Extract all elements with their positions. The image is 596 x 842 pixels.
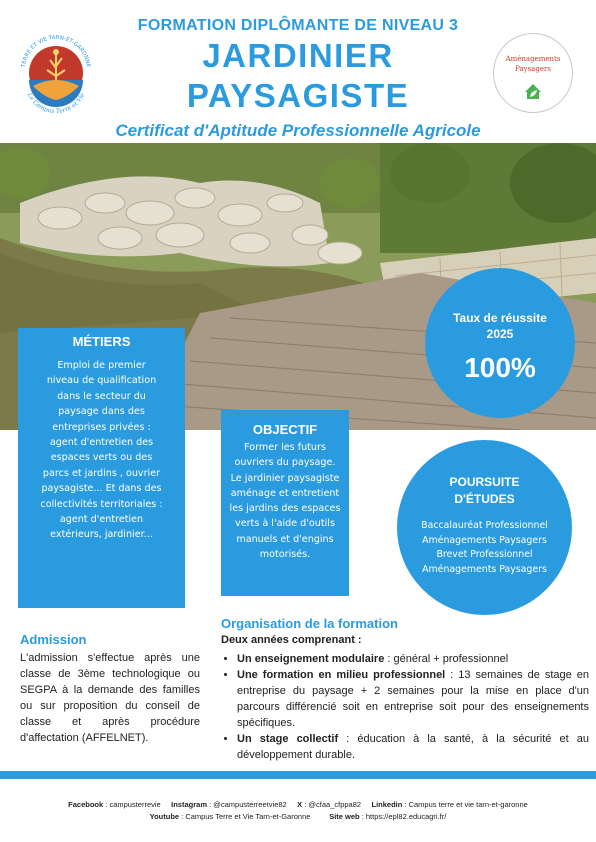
linkedin-link[interactable] [372,800,528,809]
organisation-item [237,651,589,667]
website-label: Site web [329,812,360,821]
footer-divider [0,771,596,779]
linkedin-value: : Campus terre et vie tarn-et-garonne [402,800,528,809]
x-link[interactable] [297,800,361,809]
formation-kicker: FORMATION DIPLÔMANTE DE NIVEAU 3 [137,17,459,34]
further-studies-item: Brevet Professionnel [436,549,533,561]
organisation-item-bold: Un stage collectif [237,733,339,745]
house-leaf-icon [521,79,545,103]
metiers-box [18,328,185,608]
facebook-value: : campusterrevie [103,800,161,809]
logo-right-line1: Aménagements [505,55,561,63]
success-rate-label [425,310,575,342]
organisation-item-bold: Un enseignement modulaire [237,653,385,665]
website-value: : https://epl82.educagri.fr/ [359,812,447,821]
linkedin-label: Linkedin [371,800,403,809]
page-subtitle: Certificat d'Aptitude Professionnelle Agricole [115,121,481,140]
facebook-label: Facebook [68,800,104,809]
organisation-item-text: : éducation à la santé, à la sécurité et au développement durable. [237,733,589,761]
instagram-link[interactable] [171,800,287,809]
metiers-title: MÉTIERS [72,334,131,349]
youtube-value: : Campus Terre et Vie Tarn-et-Garonne [179,812,311,821]
objectif-title: OBJECTIF [252,422,318,437]
organisation-item [237,731,589,763]
instagram-label: Instagram [171,800,207,809]
admission-title: Admission [20,632,87,647]
instagram-value: : @campusterreetvie82 [207,800,287,809]
organisation-lead: Deux années comprenant : [221,634,362,646]
website-link[interactable] [329,812,446,821]
admission-text: L'admission s'effectue après une classe de 3ème technologique ou SEGPA à la demande des familles ou sur proposition du conseil de classe et après procédure d'affectation (AFFELNET). [20,652,200,744]
footer-social-line2 [0,812,596,821]
success-rate-value: 100% [464,352,536,383]
logo-bottom-text: Le Campus Terre et Vie [25,92,87,114]
further-studies-circle [397,440,572,615]
page-title-line2: PAYSAGISTE [186,77,410,114]
further-studies-item: Aménagements Paysagers [422,534,547,546]
success-rate-label-line1: Taux de réussite [453,311,547,325]
logo-right-line2: Paysagers [515,65,551,73]
logo-top-text: TERRE ET VIE TARN-ET-GARONNE [21,34,91,68]
youtube-label: Youtube [149,812,180,821]
organisation-item-text: : 13 semaines de stage en entreprise du paysage + 2 semaines pour la mise en place d'un parcours différencié soit en entreprise soit pour des enseignements spécifiques. [237,669,589,729]
further-studies-item: Baccalauréat Professionnel [421,520,548,531]
youtube-link[interactable] [150,812,311,821]
organisation-item [237,667,589,731]
campus-logo [17,30,95,114]
organisation-list [221,651,589,763]
footer-social-line1 [0,800,596,809]
organisation-item-bold: Une formation en milieu professionnel [237,669,446,681]
x-value: : @cfaa_cfppa82 [302,800,362,809]
success-rate-year: 2025 [486,327,514,341]
further-studies-item: Aménagements Paysagers [422,563,547,575]
objectif-box [221,410,349,596]
logo-right-text [494,54,572,74]
facebook-link[interactable] [68,800,161,809]
success-rate-circle [425,268,575,418]
amenagements-paysagers-logo [493,33,573,113]
objectif-text: Former les futurs ouvriers du paysage. Le jardinier paysagiste aménage et entretient les jardins des espaces verts à l'aide d'outils manuels et d'engins motorisés. [229,442,341,561]
metiers-text: Emploi de premier niveau de qualification dans le secteur du paysage dans des entreprises privées : agent d'entretien des espaces verts ou des parcs et jardins , ouvrier paysagiste... Et dans des collectivités territoriales : agent d'entretien extérieurs, jardinier... [40,360,163,541]
further-studies-title-line1: POURSUITE [449,475,520,489]
organisation-title: Organisation de la formation [221,616,398,631]
further-studies-list [397,519,572,577]
page-title-line1: JARDINIER [202,37,394,74]
further-studies-title-line2: D'ÉTUDES [454,492,515,506]
further-studies-title [397,474,572,508]
x-label: X [297,800,303,809]
organisation-item-text: : général + professionnel [384,653,509,665]
